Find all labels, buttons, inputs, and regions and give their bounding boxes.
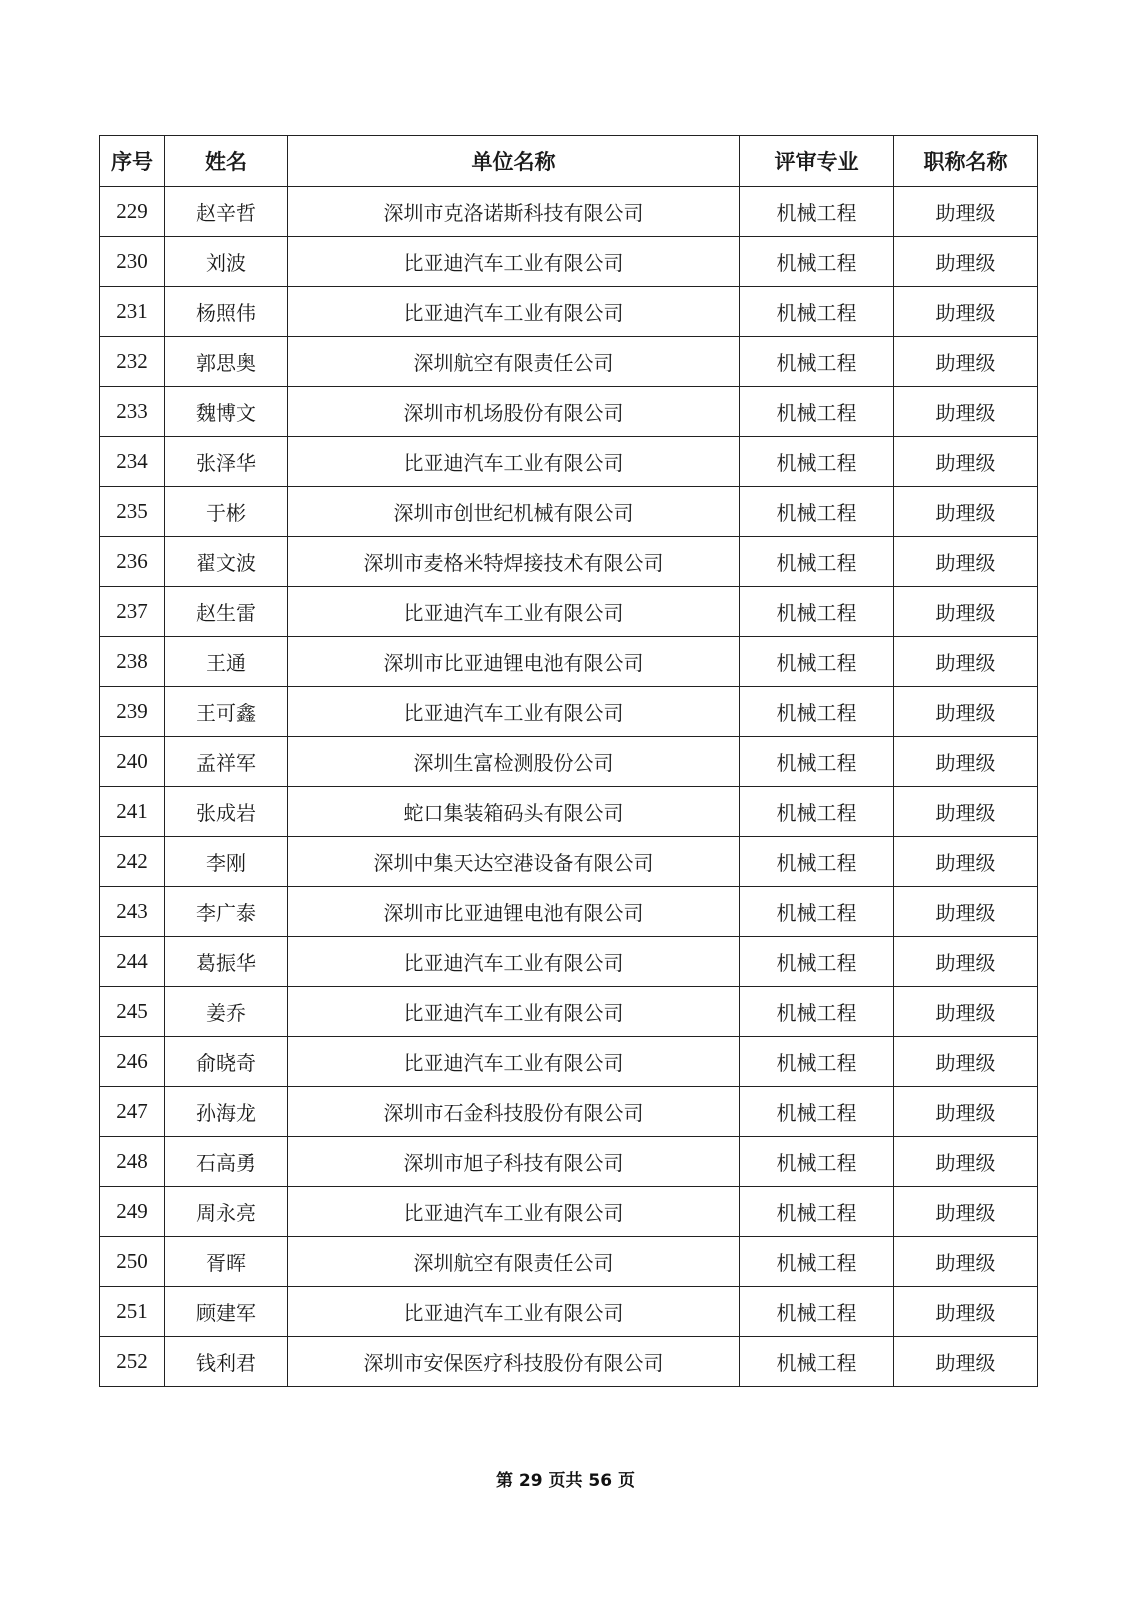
cell-organization: 深圳航空有限责任公司 <box>288 337 740 387</box>
cell-organization: 深圳市机场股份有限公司 <box>288 387 740 437</box>
cell-title-level: 助理级 <box>894 937 1038 987</box>
cell-title-level: 助理级 <box>894 237 1038 287</box>
cell-title-level: 助理级 <box>894 1287 1038 1337</box>
cell-serial-number: 229 <box>100 187 165 237</box>
cell-serial-number: 233 <box>100 387 165 437</box>
cell-review-specialty: 机械工程 <box>740 187 894 237</box>
cell-organization: 深圳市比亚迪锂电池有限公司 <box>288 887 740 937</box>
header-title-level: 职称名称 <box>894 136 1038 187</box>
cell-name: 孙海龙 <box>165 1087 288 1137</box>
cell-review-specialty: 机械工程 <box>740 1237 894 1287</box>
table-row <box>100 537 1038 587</box>
cell-title-level: 助理级 <box>894 887 1038 937</box>
cell-name: 石高勇 <box>165 1137 288 1187</box>
cell-serial-number: 234 <box>100 437 165 487</box>
cell-name: 翟文波 <box>165 537 288 587</box>
cell-serial-number: 244 <box>100 937 165 987</box>
cell-organization: 比亚迪汽车工业有限公司 <box>288 1287 740 1337</box>
cell-serial-number: 237 <box>100 587 165 637</box>
cell-name: 魏博文 <box>165 387 288 437</box>
cell-name: 顾建军 <box>165 1287 288 1337</box>
table-row <box>100 187 1038 237</box>
cell-title-level: 助理级 <box>894 637 1038 687</box>
header-name: 姓名 <box>165 136 288 187</box>
table-row <box>100 1337 1038 1387</box>
table-row <box>100 737 1038 787</box>
cell-review-specialty: 机械工程 <box>740 1337 894 1387</box>
cell-review-specialty: 机械工程 <box>740 537 894 587</box>
cell-name: 孟祥军 <box>165 737 288 787</box>
table-body <box>100 187 1038 1387</box>
cell-title-level: 助理级 <box>894 1087 1038 1137</box>
cell-organization: 蛇口集装箱码头有限公司 <box>288 787 740 837</box>
cell-review-specialty: 机械工程 <box>740 787 894 837</box>
table-header-row <box>100 136 1038 187</box>
cell-organization: 深圳市创世纪机械有限公司 <box>288 487 740 537</box>
cell-review-specialty: 机械工程 <box>740 287 894 337</box>
cell-review-specialty: 机械工程 <box>740 237 894 287</box>
table-row <box>100 337 1038 387</box>
cell-title-level: 助理级 <box>894 437 1038 487</box>
header-review-specialty: 评审专业 <box>740 136 894 187</box>
cell-organization: 比亚迪汽车工业有限公司 <box>288 287 740 337</box>
cell-serial-number: 246 <box>100 1037 165 1087</box>
cell-organization: 深圳市比亚迪锂电池有限公司 <box>288 637 740 687</box>
cell-organization: 比亚迪汽车工业有限公司 <box>288 237 740 287</box>
cell-title-level: 助理级 <box>894 187 1038 237</box>
cell-organization: 比亚迪汽车工业有限公司 <box>288 937 740 987</box>
cell-serial-number: 250 <box>100 1237 165 1287</box>
cell-organization: 深圳航空有限责任公司 <box>288 1237 740 1287</box>
table-row <box>100 887 1038 937</box>
cell-name: 赵生雷 <box>165 587 288 637</box>
cell-review-specialty: 机械工程 <box>740 387 894 437</box>
cell-serial-number: 240 <box>100 737 165 787</box>
cell-name: 刘波 <box>165 237 288 287</box>
cell-name: 钱利君 <box>165 1337 288 1387</box>
cell-title-level: 助理级 <box>894 337 1038 387</box>
cell-review-specialty: 机械工程 <box>740 487 894 537</box>
cell-title-level: 助理级 <box>894 1037 1038 1087</box>
cell-name: 张泽华 <box>165 437 288 487</box>
cell-serial-number: 249 <box>100 1187 165 1237</box>
cell-organization: 比亚迪汽车工业有限公司 <box>288 437 740 487</box>
table-row <box>100 687 1038 737</box>
cell-review-specialty: 机械工程 <box>740 437 894 487</box>
cell-organization: 深圳生富检测股份公司 <box>288 737 740 787</box>
table-row <box>100 787 1038 837</box>
cell-name: 王通 <box>165 637 288 687</box>
cell-review-specialty: 机械工程 <box>740 637 894 687</box>
cell-name: 于彬 <box>165 487 288 537</box>
cell-review-specialty: 机械工程 <box>740 687 894 737</box>
cell-review-specialty: 机械工程 <box>740 1087 894 1137</box>
cell-organization: 深圳市麦格米特焊接技术有限公司 <box>288 537 740 587</box>
cell-name: 王可鑫 <box>165 687 288 737</box>
cell-serial-number: 232 <box>100 337 165 387</box>
cell-organization: 深圳中集天达空港设备有限公司 <box>288 837 740 887</box>
cell-review-specialty: 机械工程 <box>740 837 894 887</box>
table-row <box>100 387 1038 437</box>
cell-name: 张成岩 <box>165 787 288 837</box>
table-row <box>100 1037 1038 1087</box>
cell-review-specialty: 机械工程 <box>740 987 894 1037</box>
cell-title-level: 助理级 <box>894 1237 1038 1287</box>
cell-organization: 深圳市克洛诺斯科技有限公司 <box>288 187 740 237</box>
cell-serial-number: 247 <box>100 1087 165 1137</box>
cell-serial-number: 248 <box>100 1137 165 1187</box>
cell-name: 胥晖 <box>165 1237 288 1287</box>
cell-review-specialty: 机械工程 <box>740 1287 894 1337</box>
table-row <box>100 1137 1038 1187</box>
cell-title-level: 助理级 <box>894 1137 1038 1187</box>
cell-serial-number: 231 <box>100 287 165 337</box>
table-row <box>100 287 1038 337</box>
page-number-footer: 第 29 页共 56 页 <box>496 1471 635 1491</box>
cell-name: 姜乔 <box>165 987 288 1037</box>
cell-serial-number: 245 <box>100 987 165 1037</box>
cell-title-level: 助理级 <box>894 1187 1038 1237</box>
cell-organization: 比亚迪汽车工业有限公司 <box>288 987 740 1037</box>
cell-title-level: 助理级 <box>894 387 1038 437</box>
cell-organization: 比亚迪汽车工业有限公司 <box>288 1187 740 1237</box>
cell-name: 俞晓奇 <box>165 1037 288 1087</box>
table-row <box>100 1237 1038 1287</box>
cell-organization: 比亚迪汽车工业有限公司 <box>288 587 740 637</box>
cell-title-level: 助理级 <box>894 1337 1038 1387</box>
table-row <box>100 237 1038 287</box>
table-row <box>100 1087 1038 1137</box>
cell-title-level: 助理级 <box>894 837 1038 887</box>
cell-title-level: 助理级 <box>894 287 1038 337</box>
cell-serial-number: 252 <box>100 1337 165 1387</box>
cell-title-level: 助理级 <box>894 687 1038 737</box>
table-row <box>100 837 1038 887</box>
cell-serial-number: 242 <box>100 837 165 887</box>
table-row <box>100 437 1038 487</box>
cell-name: 杨照伟 <box>165 287 288 337</box>
cell-organization: 深圳市石金科技股份有限公司 <box>288 1087 740 1137</box>
cell-organization: 深圳市旭子科技有限公司 <box>288 1137 740 1187</box>
cell-name: 郭思奥 <box>165 337 288 387</box>
cell-serial-number: 241 <box>100 787 165 837</box>
table-row <box>100 1187 1038 1237</box>
cell-review-specialty: 机械工程 <box>740 737 894 787</box>
cell-organization: 深圳市安保医疗科技股份有限公司 <box>288 1337 740 1387</box>
cell-serial-number: 236 <box>100 537 165 587</box>
cell-title-level: 助理级 <box>894 487 1038 537</box>
cell-name: 周永亮 <box>165 1187 288 1237</box>
cell-serial-number: 251 <box>100 1287 165 1337</box>
table-row <box>100 637 1038 687</box>
table-row <box>100 987 1038 1037</box>
cell-title-level: 助理级 <box>894 537 1038 587</box>
table-row <box>100 937 1038 987</box>
cell-serial-number: 239 <box>100 687 165 737</box>
cell-name: 葛振华 <box>165 937 288 987</box>
header-organization: 单位名称 <box>288 136 740 187</box>
cell-organization: 比亚迪汽车工业有限公司 <box>288 687 740 737</box>
roster-table <box>99 135 1038 1387</box>
header-serial-number: 序号 <box>100 136 165 187</box>
cell-organization: 比亚迪汽车工业有限公司 <box>288 1037 740 1087</box>
cell-title-level: 助理级 <box>894 737 1038 787</box>
cell-name: 李广泰 <box>165 887 288 937</box>
cell-serial-number: 238 <box>100 637 165 687</box>
cell-serial-number: 243 <box>100 887 165 937</box>
cell-review-specialty: 机械工程 <box>740 887 894 937</box>
table-row <box>100 1287 1038 1337</box>
table-row <box>100 487 1038 537</box>
cell-title-level: 助理级 <box>894 587 1038 637</box>
cell-review-specialty: 机械工程 <box>740 587 894 637</box>
table-row <box>100 587 1038 637</box>
cell-review-specialty: 机械工程 <box>740 1137 894 1187</box>
cell-review-specialty: 机械工程 <box>740 1037 894 1087</box>
cell-review-specialty: 机械工程 <box>740 937 894 987</box>
cell-review-specialty: 机械工程 <box>740 337 894 387</box>
cell-title-level: 助理级 <box>894 787 1038 837</box>
cell-name: 李刚 <box>165 837 288 887</box>
cell-serial-number: 230 <box>100 237 165 287</box>
cell-name: 赵辛哲 <box>165 187 288 237</box>
cell-serial-number: 235 <box>100 487 165 537</box>
cell-title-level: 助理级 <box>894 987 1038 1037</box>
cell-review-specialty: 机械工程 <box>740 1187 894 1237</box>
